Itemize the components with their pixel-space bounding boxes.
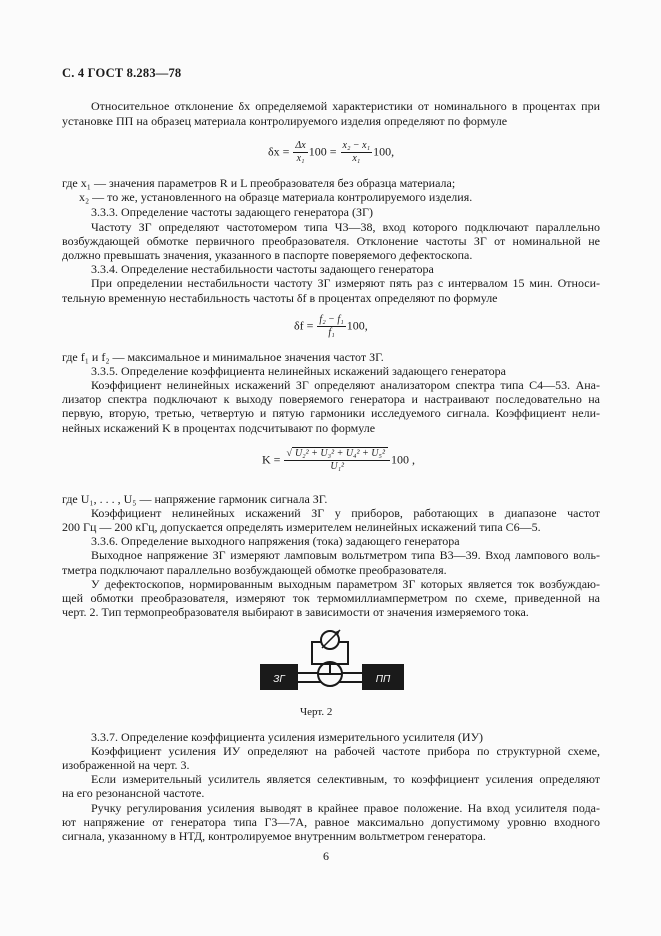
text-line: При определении нестабильности частоту ЗГ измеряют пять раз с интервалом 15 мин. Относи- — [91, 276, 600, 290]
text-line: Относительное отклонение δx определяемой характеристики от номинального в процентах при — [91, 99, 600, 113]
fraction-denominator: x₁ — [352, 153, 361, 164]
formula-tail: 100, — [346, 318, 368, 333]
text-line: где f₁ и f₂ — максимальное и минимальное значения частот ЗГ. — [62, 350, 384, 364]
fraction-numerator: √ U₂² + U₃² + U₄² + U₅² — [284, 448, 390, 461]
text-line: Выходное напряжение ЗГ измеряют ламповым вольтметром типа В3—39. Вход лампового воль- — [91, 548, 600, 562]
text-line: тельную временную нестабильность частоты δf в процентах определяют по формуле — [62, 291, 498, 305]
section-heading: 3.3.4. Определение нестабильности частоты задающего генератора — [91, 262, 434, 276]
formula-relative-deviation — [268, 140, 394, 165]
text-line: должно превышать значения, указанного в паспорте поверяемого дефектоскопа. — [62, 248, 473, 262]
formula-tail: 100 , — [390, 452, 415, 467]
fraction-numerator: Δx — [295, 140, 306, 151]
text-line: x₂ — то же, установленного на образце материала контролируемого изделия. — [79, 190, 473, 204]
text-line: лизатор спектра подключают к выходу поверяемого генератора и настраивают последовательно на — [62, 392, 600, 406]
page-number: 6 — [323, 849, 329, 863]
formula-tail: 100, — [373, 144, 395, 159]
text-line: возбуждающей обмотке первичного преобразователя. Отклонение частоты ЗГ от номинальной не — [62, 234, 600, 248]
text-line: где U₁, . . . , U₅ — напряжение гармоник сигнала ЗГ. — [62, 492, 328, 506]
text-line: щей обмотки преобразователя, измеряют ток термомиллиамперметром по схеме, приведенной на — [62, 591, 600, 605]
section-heading: 3.3.5. Определение коэффициента нелинейных искажений задающего генератора — [91, 364, 507, 378]
text-line: сигнала, указанному в НТД, контролируемое внутренним вольтметром генератора. — [62, 829, 486, 843]
section-heading: 3.3.7. Определение коэффициента усиления измерительного усилителя (ИУ) — [91, 730, 484, 744]
section-heading: 3.3.3. Определение частоты задающего генератора (ЗГ) — [91, 205, 373, 219]
formula-lhs: δf = — [294, 318, 314, 333]
formula-lhs: δx = — [268, 144, 290, 159]
fraction-denominator: f₁ — [328, 327, 335, 338]
formula-mid: 100 = — [308, 144, 337, 159]
text-line: первую, вторую, третью, четвертую и пятую гармоники исследуемого сигнала. Коэффициент нели- — [62, 406, 600, 420]
text-line: тметра подключают параллельно возбуждающей обмотке преобразователя. — [62, 563, 447, 577]
fraction-numerator: x₂ − x₁ — [342, 140, 371, 151]
section-heading: 3.3.6. Определение выходного напряжения (тока) задающего генератора — [91, 534, 460, 548]
page-header: С. 4 ГОСТ 8.283—78 — [62, 66, 182, 80]
text-line: Коэффициент нелинейных искажений ЗГ определяют анализатором спектра типа С4—53. Ана- — [91, 378, 600, 392]
text-line: Коэффициент нелинейных искажений ЗГ у приборов, работающих в диапазоне частот — [91, 506, 600, 520]
fraction-denominator: x₁ — [296, 153, 305, 164]
text-line: У дефектоскопов, нормированным выходным параметром ЗГ которых является ток возбуждаю- — [91, 577, 600, 591]
text-line: 200 Гц — 200 кГц, допускается определять измерителем нелинейных искажений типа С6—5. — [62, 520, 541, 534]
fraction-numerator: f₂ − f₁ — [319, 314, 344, 325]
formula-nonlinear-distortion — [262, 448, 415, 473]
text-line: ют напряжение от генератора типа Г3—7А, равное максимально допустимому уровню входного — [62, 815, 600, 829]
figure-caption: Черт. 2 — [300, 706, 333, 718]
text-line: на его резонансной частоте. — [62, 786, 205, 800]
text-line: Коэффициент усиления ИУ определяют на рабочей частоте прибора по структурной схеме, — [91, 744, 600, 758]
text-line: Если измерительный усилитель является селективным, то коэффициент усиления определяют — [91, 772, 600, 786]
formula-lhs: K = — [262, 452, 281, 467]
text-line: Ручку регулирования усиления выводят в крайнее правое положение. На вход усилителя пода- — [91, 801, 600, 815]
transducer-block-label: ПП — [375, 674, 391, 685]
formula-frequency-instability — [294, 314, 368, 339]
text-line: Частоту ЗГ определяют частотомером типа Ч3—38, вход которого подключают параллельно — [91, 220, 600, 234]
text-line: установке ПП на образец материала контролируемого изделия определяют по формуле — [62, 114, 508, 128]
radicand: U₂² + U₃² + U₄² + U₅² — [292, 447, 388, 459]
text-line: где x₁ — значения параметров R и L преобразователя без образца материала; — [62, 176, 456, 190]
text-line: черт. 2. Тип термопреобразователя выбирают в зависимости от значения измеряемого тока. — [62, 605, 529, 619]
fraction-denominator: U₁² — [330, 461, 345, 472]
generator-block-label: ЗГ — [273, 674, 285, 685]
circuit-diagram — [258, 628, 408, 700]
text-line: изображенной на черт. 3. — [62, 758, 190, 772]
text-line: нейных искажений K в процентах подсчитывают по формуле — [62, 421, 376, 435]
